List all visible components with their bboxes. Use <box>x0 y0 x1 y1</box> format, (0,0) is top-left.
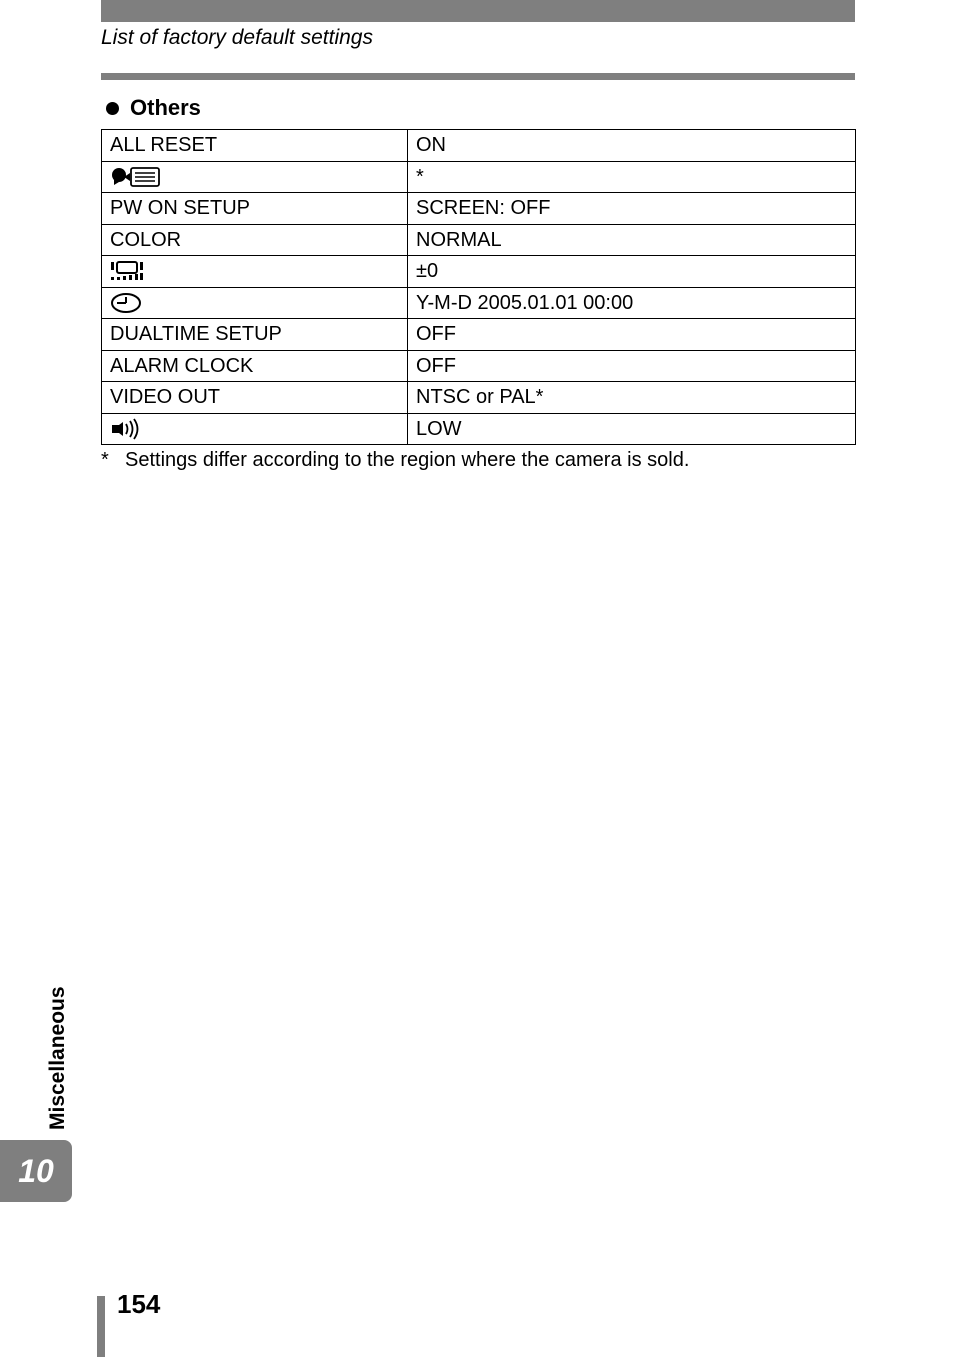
settings-table <box>101 129 856 445</box>
setting-name <box>102 413 408 445</box>
header-top-bar <box>101 0 855 22</box>
setting-value: Y-M-D 2005.01.01 00:00 <box>408 287 856 319</box>
section-title: Others <box>130 95 201 120</box>
table-row <box>102 413 856 445</box>
table-row <box>102 193 856 225</box>
setting-value: LOW <box>408 413 856 445</box>
chapter-label: Miscellaneous <box>46 986 69 1130</box>
table-row <box>102 319 856 351</box>
table-row <box>102 287 856 319</box>
table-row <box>102 350 856 382</box>
setting-name: PW ON SETUP <box>102 193 408 225</box>
setting-value: SCREEN: OFF <box>408 193 856 225</box>
header-title: List of factory default settings <box>101 26 373 49</box>
header-rule <box>101 73 855 80</box>
page-number: 154 <box>117 1289 161 1319</box>
footnote-text: Settings differ according to the region where the camera is sold. <box>125 449 690 471</box>
table-row <box>102 382 856 414</box>
bullet-icon <box>106 102 119 115</box>
table-row <box>102 130 856 162</box>
setting-name <box>102 161 408 193</box>
setting-name <box>102 256 408 288</box>
setting-name: ALARM CLOCK <box>102 350 408 382</box>
setting-name <box>102 287 408 319</box>
setting-value: ±0 <box>408 256 856 288</box>
footnote-mark: * <box>101 449 109 471</box>
setting-name: COLOR <box>102 224 408 256</box>
setting-name: DUALTIME SETUP <box>102 319 408 351</box>
setting-value: * <box>408 161 856 193</box>
setting-value: NTSC or PAL* <box>408 382 856 414</box>
page-number-bar <box>97 1296 105 1357</box>
setting-value: OFF <box>408 319 856 351</box>
setting-value: ON <box>408 130 856 162</box>
language-icon <box>110 165 399 189</box>
section-heading <box>106 94 201 122</box>
table-row <box>102 256 856 288</box>
table-row <box>102 224 856 256</box>
chapter-tab <box>0 1140 72 1202</box>
volume-icon <box>110 417 399 441</box>
footnote <box>101 448 689 472</box>
monitor-brightness-icon <box>110 259 399 283</box>
clock-icon <box>110 291 399 315</box>
chapter-number: 10 <box>18 1152 54 1189</box>
setting-value: OFF <box>408 350 856 382</box>
table-row <box>102 161 856 193</box>
setting-value: NORMAL <box>408 224 856 256</box>
setting-name: VIDEO OUT <box>102 382 408 414</box>
setting-name: ALL RESET <box>102 130 408 162</box>
